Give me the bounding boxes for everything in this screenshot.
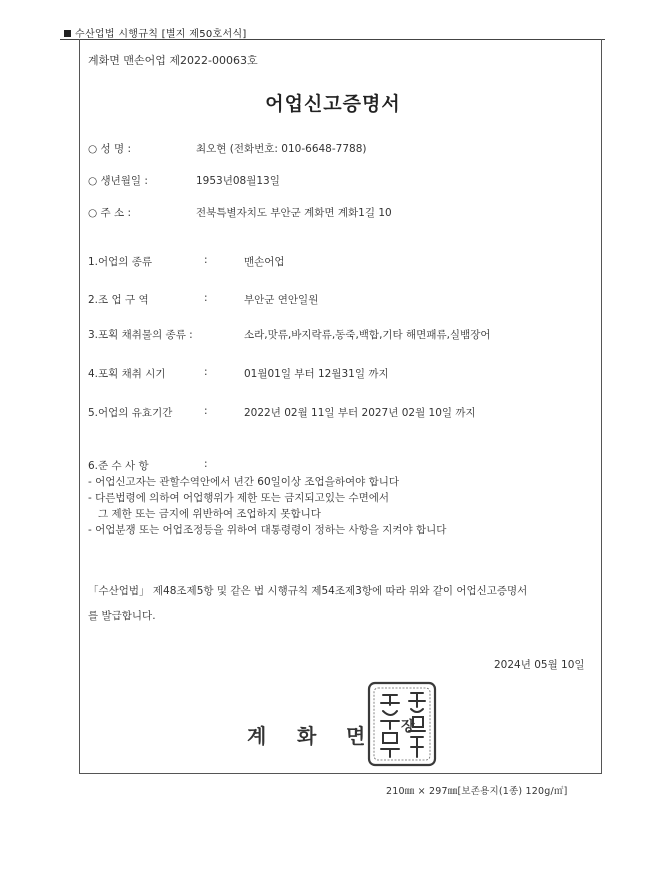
item-value: 맨손어업 — [244, 256, 285, 268]
certificate-number: 계화면 맨손어업 제2022-00063호 — [88, 54, 258, 67]
issuer-char: 화 — [297, 724, 317, 748]
item-label: 2.조 업 구 역 — [88, 294, 149, 306]
rule-item: - 어업신고자는 관할수역안에서 년간 60일이상 조업을하여야 합니다 — [88, 476, 400, 488]
birth-label: ○ 생년월일 : — [88, 175, 148, 187]
legal-statement-line2: 를 발급합니다. — [88, 610, 156, 622]
birth-value: 1953년08월13일 — [196, 175, 280, 187]
item-value: 2022년 02월 11일 부터 2027년 02월 10일 까지 — [244, 407, 476, 419]
name-value: 최오현 (전화번호: 010-6648-7788) — [196, 143, 367, 155]
paper-spec-footer: 210㎜ × 297㎜[보존용지(1종) 120g/㎡] — [386, 786, 568, 797]
regulation-text: 수산업법 시행규칙 [별지 제50호서식] — [75, 29, 247, 40]
item-colon: : — [204, 405, 208, 417]
item-value: 01월01일 부터 12월31일 까지 — [244, 368, 389, 380]
item-colon: : — [204, 254, 208, 266]
document-title: 어업신고증명서 — [265, 93, 401, 115]
address-label: ○ 주 소 : — [88, 207, 131, 219]
item-label: 3.포획 채취물의 종류 : — [88, 329, 193, 341]
square-bullet-icon — [64, 30, 71, 37]
rule-item: - 어업분쟁 또는 어업조정등을 위하여 대통령령이 정하는 사항을 지켜야 합니다 — [88, 524, 447, 536]
item-label: 6.준 수 사 항 — [88, 460, 149, 472]
item-colon: : — [204, 366, 208, 378]
issuer-char: 면 — [346, 724, 366, 748]
address-value: 전북특별자치도 부안군 계화면 계화1길 10 — [196, 207, 392, 219]
seal-overlay-char: 장 — [401, 719, 415, 735]
rule-item: - 다른법령에 의하여 어업행위가 제한 또는 금지되고있는 수면에서 — [88, 492, 390, 504]
issuer-char: 계 — [247, 724, 267, 748]
official-seal-stamp — [367, 681, 437, 767]
rule-item: 그 제한 또는 금지에 위반하여 조업하지 못합니다 — [88, 508, 321, 520]
item-value: 소라,맛류,바지락류,동죽,백합,기타 해면패류,실뱀장어 — [244, 329, 491, 341]
item-colon: : — [204, 292, 208, 304]
legal-statement-line1: 「수산업법」 제48조제5항 및 같은 법 시행규칙 제54조제3항에 따라 위와 같이 어업신고증명서 — [88, 585, 528, 597]
issue-date: 2024년 05월 10일 — [494, 659, 585, 671]
name-label: ○ 성 명 : — [88, 143, 131, 155]
item-label: 1.어업의 종류 — [88, 256, 153, 268]
item-label: 5.어업의 유효기간 — [88, 407, 173, 419]
item-value: 부안군 연안일원 — [244, 294, 319, 306]
item-colon: : — [204, 458, 208, 470]
form-regulation-header — [64, 25, 247, 40]
item-label: 4.포획 채취 시기 — [88, 368, 166, 380]
